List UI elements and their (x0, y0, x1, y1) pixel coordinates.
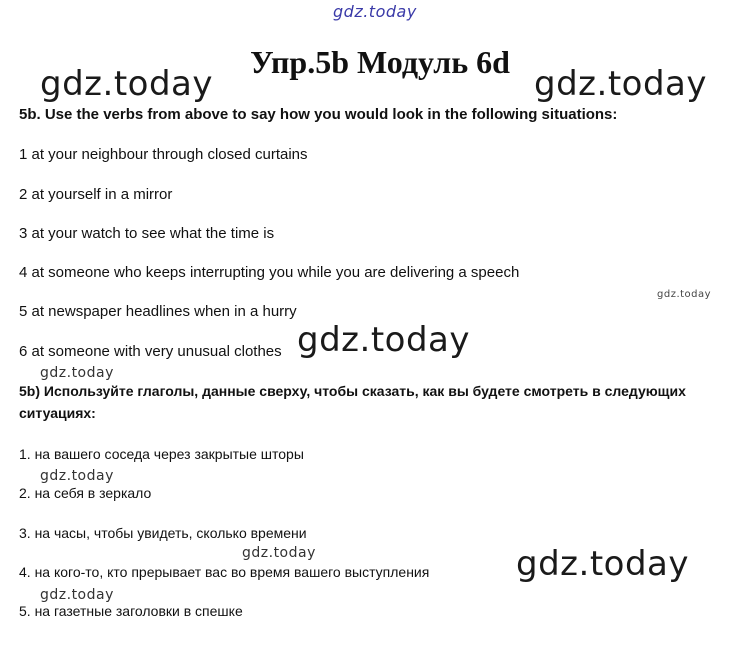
watermark-bottom-right: gdz.today (516, 544, 689, 584)
watermark-middle: gdz.today (297, 320, 470, 360)
page-title: Упр.5b Модуль 6d (250, 44, 510, 80)
watermark-right: gdz.today (534, 64, 707, 104)
english-item-6: 6 at someone with very unusual clothes (19, 343, 282, 360)
watermark-tiny: gdz.today (657, 289, 712, 300)
russian-item-3: 3. на часы, чтобы увидеть, сколько времени (19, 525, 307, 541)
watermark-small-4: gdz.today (40, 587, 114, 603)
english-item-3: 3 at your watch to see what the time is (19, 225, 275, 242)
russian-item-1: 1. на вашего соседа через закрытые шторы (19, 446, 304, 462)
watermark-small-3: gdz.today (242, 545, 316, 561)
english-item-1: 1 at your neighbour through closed curtains (19, 146, 308, 163)
english-item-5: 5 at newspaper headlines when in a hurry (19, 303, 297, 320)
english-item-2: 2 at yourself in a mirror (19, 186, 173, 203)
russian-item-5: 5. на газетные заголовки в спешке (19, 603, 243, 619)
english-heading: 5b. Use the verbs from above to say how you would look in the following situations: (19, 106, 618, 123)
english-item-4: 4 at someone who keeps interrupting you while you are delivering a speech (19, 264, 520, 281)
watermark-left: gdz.today (40, 64, 213, 104)
watermark-small-1: gdz.today (40, 365, 114, 381)
watermark-top: gdz.today (333, 2, 417, 21)
russian-item-2: 2. на себя в зеркало (19, 485, 152, 501)
russian-heading-line1: 5b) Используйте глаголы, данные сверху, чтобы сказать, как вы будете смотреть в следующих (19, 383, 686, 399)
watermark-small-2: gdz.today (40, 468, 114, 484)
russian-item-4: 4. на кого-то, кто прерывает вас во время вашего выступления (19, 564, 430, 580)
russian-heading-line2: ситуациях: (19, 405, 96, 421)
